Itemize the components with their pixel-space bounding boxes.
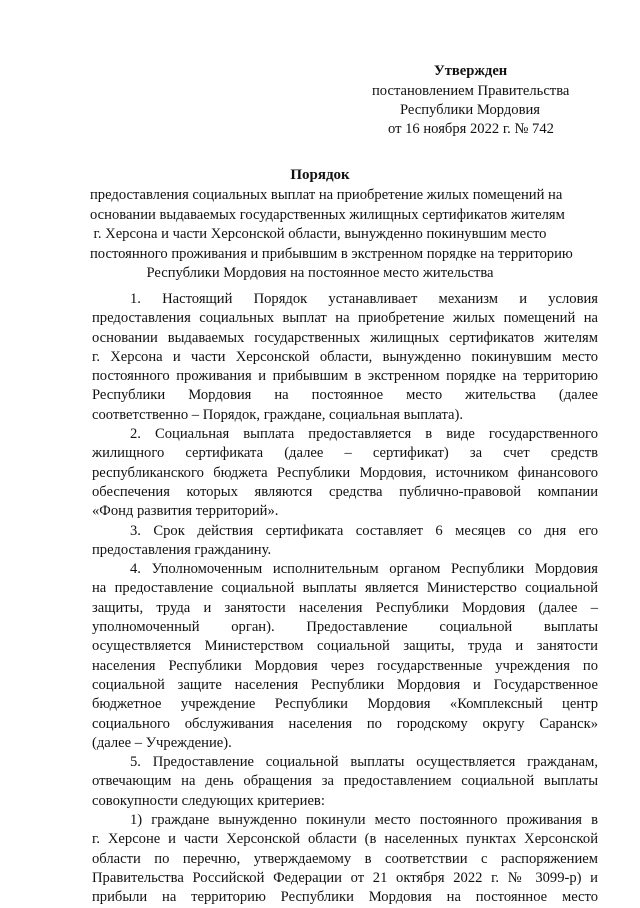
paragraph-line: постоянного проживания и прибывшим в экстренном порядке на территорию bbox=[92, 368, 598, 385]
paragraph-line: обеспечения которых являются средства публично-правовой компании bbox=[92, 483, 598, 500]
paragraph-line: республиканского бюджета Республики Мордовия, источником финансового bbox=[92, 464, 598, 481]
approval-title: Утвержден bbox=[434, 63, 508, 79]
paragraph bbox=[92, 811, 598, 907]
document-body bbox=[92, 290, 598, 908]
paragraph-line: 1. Настоящий Порядок устанавливает механизм и условия bbox=[130, 291, 598, 307]
paragraph-line: защиты, труда и занятости населения Республики Мордовия (далее – bbox=[92, 599, 598, 616]
subtitle-line: предоставления социальных выплат на приобретение жилых помещений на bbox=[90, 187, 563, 203]
paragraph-line: прибыли на территорию Республики Мордовия на постоянное место bbox=[92, 889, 598, 906]
approval-line-1: постановлением Правительства bbox=[372, 83, 570, 99]
paragraph-line: Правительства Российской Федерации от 21 октября 2022 г. № 3099-р) и bbox=[92, 869, 598, 886]
paragraph-line: 2. Социальная выплата предоставляется в виде государственного bbox=[130, 426, 598, 443]
paragraph-line: бюджетное учреждение Республики Мордовия «Комплексный центр bbox=[92, 696, 598, 713]
paragraph-line: основании выдаваемых государственных жилищных сертификатов жителям bbox=[92, 329, 598, 346]
paragraph-line: предоставления социальных выплат на приобретение жилых помещений на bbox=[92, 310, 598, 327]
document-title: Порядок bbox=[290, 167, 350, 183]
paragraph-line: «Фонд развития территорий». bbox=[92, 503, 279, 520]
document-subtitle bbox=[90, 186, 573, 284]
paragraph bbox=[92, 522, 598, 561]
paragraph-line: 3. Срок действия сертификата составляет 6 месяцев со дня его bbox=[130, 522, 598, 539]
paragraph-line: населения Республики Мордовия через государственные учреждения по bbox=[92, 657, 598, 674]
paragraph-line: совокупности следующих критериев: bbox=[92, 792, 325, 809]
paragraph-line: 4. Уполномоченным исполнительным органом Республики Мордовия bbox=[130, 561, 598, 578]
paragraph-line: 1) граждане вынужденно покинули место постоянного проживания в bbox=[130, 812, 598, 829]
paragraph-line: на предоставление социальной выплаты является Министерство социальной bbox=[92, 580, 598, 597]
subtitle-line: г. Херсона и части Херсонской области, вынужденно покинувшим место bbox=[93, 226, 547, 243]
paragraph-line: области по перечню, утверждаемому в соответствии с распоряжением bbox=[92, 850, 598, 867]
subtitle-line: постоянного проживания и прибывшим в экстренном порядке на территорию bbox=[90, 245, 573, 262]
paragraph-line: г. Херсоне и части Херсонской области (в населенных пунктах Херсонской bbox=[92, 831, 598, 848]
paragraph-line: уполномоченный орган). Предоставление социальной выплаты bbox=[92, 619, 598, 636]
approval-line-3: от 16 ноября 2022 г. № 742 bbox=[388, 121, 554, 137]
approval-block bbox=[372, 62, 602, 139]
subtitle-line: Республики Мордовия на постоянное место жительства bbox=[146, 265, 494, 282]
paragraph-line: жилищного сертификата (далее – сертификат) за счет средств bbox=[92, 445, 598, 462]
paragraph bbox=[92, 425, 598, 521]
approval-line-2: Республики Мордовия bbox=[400, 102, 541, 118]
paragraph-line: (далее – Учреждение). bbox=[92, 734, 232, 751]
paragraph-line: Республики Мордовия на постоянное место жительства (далее bbox=[92, 387, 598, 404]
paragraph bbox=[92, 560, 598, 753]
paragraph-line: предоставления гражданину. bbox=[92, 541, 272, 558]
paragraph-line: отвечающим на день обращения за предоставлением социальной выплаты bbox=[92, 773, 598, 790]
paragraph bbox=[92, 753, 598, 811]
paragraph-line: соответственно – Порядок, граждане, социальная выплата). bbox=[92, 406, 464, 423]
paragraph-line: социальной защите населения Республики Мордовия и Государственное bbox=[92, 676, 598, 693]
subtitle-line: основании выдаваемых государственных жилищных сертификатов жителям bbox=[90, 206, 565, 223]
paragraph-line: 5. Предоставление социальной выплаты осуществляется гражданам, bbox=[130, 754, 598, 771]
paragraph-line: социального обслуживания населения по городскому округу Саранск» bbox=[92, 715, 598, 732]
paragraph-line: г. Херсона и части Херсонской области, вынужденно покинувшим место bbox=[92, 348, 598, 365]
paragraph-line: осуществляется Министерством социальной защиты, труда и занятости bbox=[92, 638, 598, 655]
paragraph bbox=[92, 290, 598, 425]
